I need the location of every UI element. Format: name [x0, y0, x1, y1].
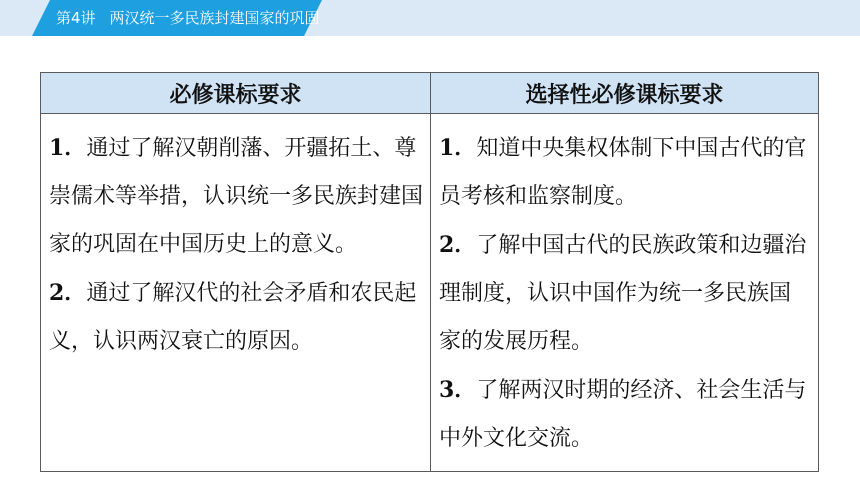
item-number: 3． — [439, 377, 477, 403]
item-number: 1． — [439, 135, 477, 161]
list-item — [439, 366, 812, 463]
item-number: 1． — [49, 135, 87, 161]
item-text: 了解中国古代的民族政策和边疆治理制度，认识中国作为统一多民族国家的发展历程。 — [439, 233, 807, 354]
table-row — [41, 114, 819, 472]
lesson-number: 第4讲 — [56, 9, 96, 27]
lesson-title — [56, 0, 320, 36]
list-item — [439, 124, 812, 221]
curriculum-table — [40, 72, 819, 472]
required-cell — [41, 114, 431, 472]
list-item — [49, 269, 424, 366]
lesson-name: 两汉统一多民族封建国家的巩固 — [109, 9, 320, 27]
table-header-row — [41, 73, 819, 114]
header-elective: 选择性必修课标要求 — [431, 73, 819, 114]
item-text: 知道中央集权体制下中国古代的官员考核和监察制度。 — [439, 136, 807, 209]
item-number: 2． — [439, 232, 477, 258]
list-item — [49, 124, 424, 269]
item-text: 通过了解汉代的社会矛盾和农民起义，认识两汉衰亡的原因。 — [49, 281, 417, 354]
item-text: 通过了解汉朝削藩、开疆拓土、尊崇儒术等举措，认识统一多民族封建国家的巩固在中国历史上的意义。 — [49, 136, 424, 257]
item-text: 了解两汉时期的经济、社会生活与中外文化交流。 — [439, 378, 807, 451]
list-item — [439, 221, 812, 366]
header-required: 必修课标要求 — [41, 73, 431, 114]
header-bar — [0, 0, 860, 36]
item-number: 2． — [49, 280, 87, 306]
elective-cell — [431, 114, 819, 472]
